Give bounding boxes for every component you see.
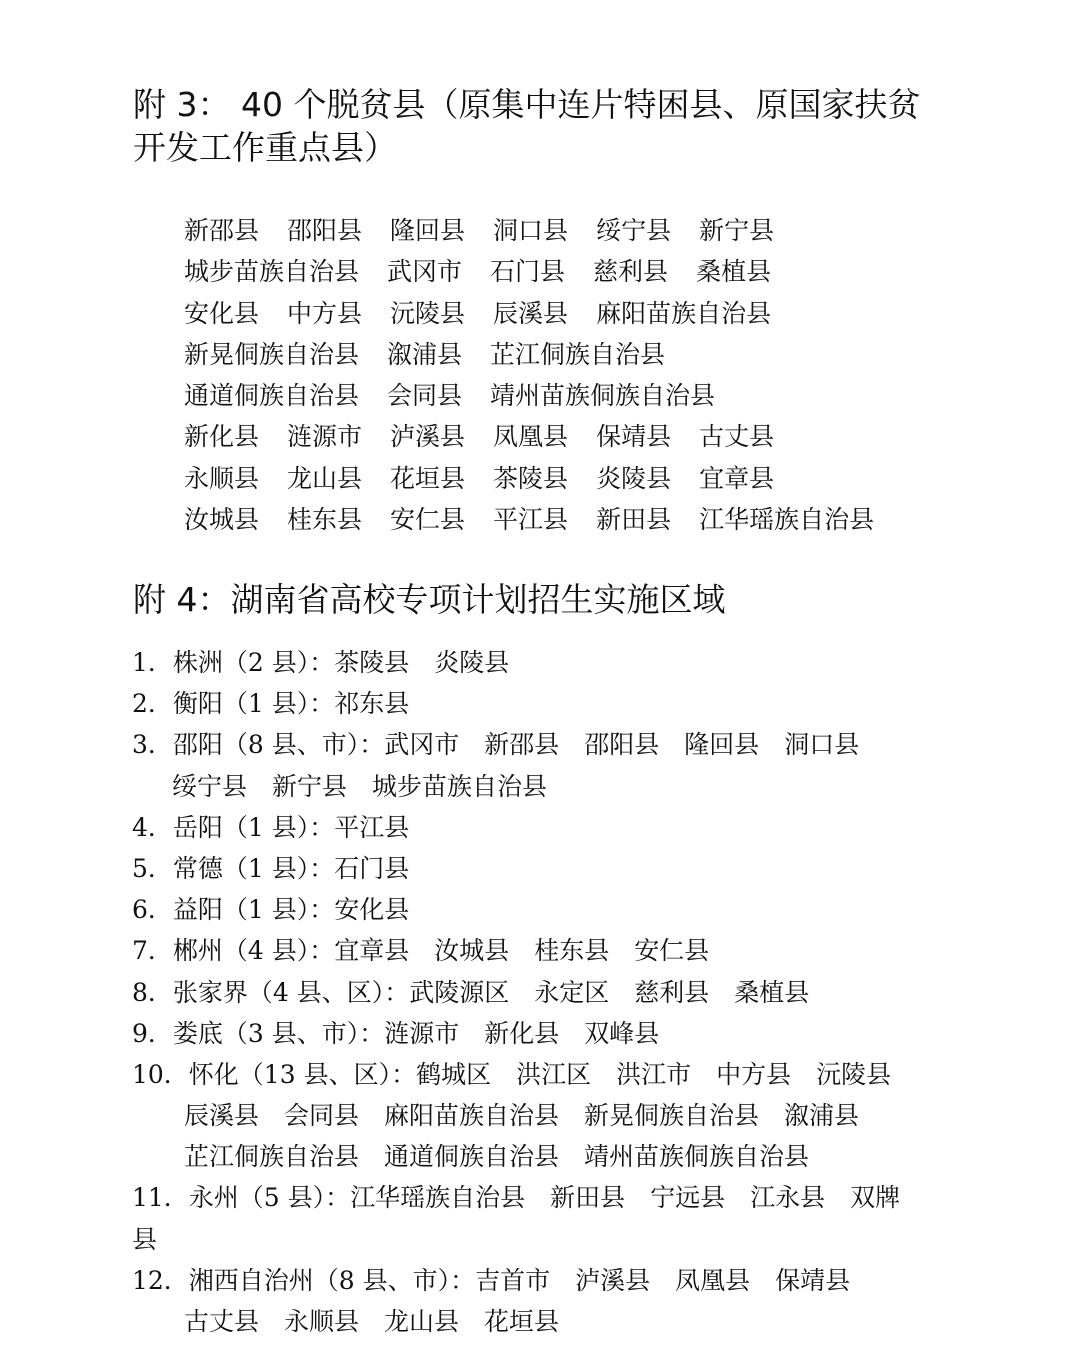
county-name: 芷江侗族自治县	[490, 339, 666, 369]
region-list-text: 7．郴州（4 县）：宜章县 汝城县 桂东县 安仁县	[132, 936, 710, 966]
region-list-line	[132, 889, 900, 930]
county-name: 汝城县	[184, 505, 260, 535]
county-row	[184, 416, 902, 457]
region-list-text: 1．株洲（2 县）：茶陵县 炎陵县	[132, 648, 510, 677]
region-list-text: 芷江侗族自治县 通道侗族自治县 靖州苗族侗族自治县	[184, 1142, 810, 1172]
region-list-text: 8．张家界（4 县、区）：武陵源区 永定区 慈利县 桑植县	[132, 977, 810, 1007]
county-name: 新化县	[184, 422, 260, 452]
region-list-line	[132, 724, 900, 765]
county-row	[184, 293, 902, 334]
county-name: 城步苗族自治县	[184, 257, 360, 287]
county-name: 新田县	[596, 505, 672, 535]
region-list-text: 县	[132, 1224, 158, 1254]
county-name: 中方县	[287, 298, 363, 328]
county-row	[184, 499, 902, 540]
region-list-text: 2．衡阳（1 县）：祁东县	[132, 689, 410, 719]
county-name: 桂东县	[287, 505, 363, 535]
county-row	[184, 251, 902, 292]
county-name: 慈利县	[593, 257, 669, 287]
region-list-line	[132, 848, 900, 889]
region-list-text: 5．常德（1 县）：石门县	[132, 853, 410, 883]
county-name: 通道侗族自治县	[184, 381, 360, 411]
county-name: 辰溪县	[493, 298, 569, 328]
region-list-line	[132, 642, 900, 683]
region-list-text: 4．岳阳（1 县）：平江县	[132, 812, 410, 842]
county-name: 保靖县	[596, 422, 672, 452]
region-list-line	[132, 766, 900, 807]
region-list-text: 11．永州（5 县）：江华瑶族自治县 新田县 宁远县 江永县 双牌	[132, 1183, 901, 1213]
county-row	[184, 210, 902, 251]
county-name: 永顺县	[184, 463, 260, 493]
appendix-3-title	[133, 83, 920, 169]
region-list-text: 古丈县 永顺县 龙山县 花垣县	[184, 1307, 560, 1336]
county-name: 宜章县	[699, 463, 775, 493]
county-name: 沅陵县	[390, 298, 466, 328]
county-name: 溆浦县	[387, 339, 463, 369]
county-name: 石门县	[490, 257, 566, 287]
region-list-text: 12．湘西自治州（8 县、市）：吉首市 泸溪县 凤凰县 保靖县	[132, 1265, 851, 1295]
county-name: 新晃侗族自治县	[184, 339, 360, 369]
appendix-4-region-list	[132, 642, 900, 1342]
region-list-line	[132, 1301, 900, 1342]
region-list-text: 3．邵阳（8 县、市）：武冈市 新邵县 邵阳县 隆回县 洞口县	[132, 730, 860, 760]
region-list-line	[132, 1136, 900, 1177]
county-name: 安仁县	[390, 505, 466, 535]
county-name: 涟源市	[287, 422, 363, 452]
appendix-3-title-line2: 开发工作重点县）	[133, 128, 397, 167]
county-name: 泸溪县	[390, 422, 466, 452]
county-name: 新宁县	[699, 216, 775, 245]
county-name: 邵阳县	[287, 216, 363, 245]
county-name: 绥宁县	[596, 216, 672, 245]
region-list-text: 绥宁县 新宁县 城步苗族自治县	[172, 771, 548, 801]
region-list-line	[132, 1177, 900, 1218]
county-name: 隆回县	[390, 216, 466, 245]
region-list-line	[132, 683, 900, 724]
county-name: 麻阳苗族自治县	[596, 298, 772, 328]
appendix-3-county-list	[184, 210, 902, 540]
region-list-line	[132, 1013, 900, 1054]
region-list-text: 10．怀化（13 县、区）：鹤城区 洪江区 洪江市 中方县 沅陵县	[132, 1059, 892, 1089]
county-name: 新邵县	[184, 216, 260, 245]
region-list-line	[132, 1260, 900, 1301]
region-list-line	[132, 1054, 900, 1095]
county-name: 安化县	[184, 298, 260, 328]
county-name: 茶陵县	[493, 463, 569, 493]
county-name: 古丈县	[699, 422, 775, 452]
appendix-3-title-line1: 附 3： 40 个脱贫县（原集中连片特困县、原国家扶贫	[133, 85, 921, 124]
region-list-line	[132, 972, 900, 1013]
county-name: 平江县	[493, 505, 569, 535]
county-name: 龙山县	[287, 463, 363, 493]
county-row	[184, 334, 902, 375]
county-name: 武冈市	[387, 257, 463, 287]
county-name: 会同县	[387, 381, 463, 411]
county-name: 江华瑶族自治县	[699, 505, 875, 535]
region-list-text: 9．娄底（3 县、市）：涟源市 新化县 双峰县	[132, 1018, 660, 1048]
region-list-line	[132, 1095, 900, 1136]
appendix-4-title: 附 4：湖南省高校专项计划招生实施区域	[133, 580, 726, 619]
region-list-text: 辰溪县 会同县 麻阳苗族自治县 新晃侗族自治县 溆浦县	[184, 1101, 860, 1131]
region-list-line	[132, 930, 900, 971]
county-row	[184, 375, 902, 416]
region-list-line	[132, 1219, 900, 1260]
county-name: 靖州苗族侗族自治县	[490, 381, 716, 411]
region-list-line	[132, 807, 900, 848]
county-name: 凤凰县	[493, 422, 569, 452]
county-name: 花垣县	[390, 463, 466, 493]
county-name: 洞口县	[493, 216, 569, 245]
county-row	[184, 458, 902, 499]
county-name: 炎陵县	[596, 463, 672, 493]
county-name: 桑植县	[696, 257, 772, 287]
region-list-text: 6．益阳（1 县）：安化县	[132, 895, 410, 925]
